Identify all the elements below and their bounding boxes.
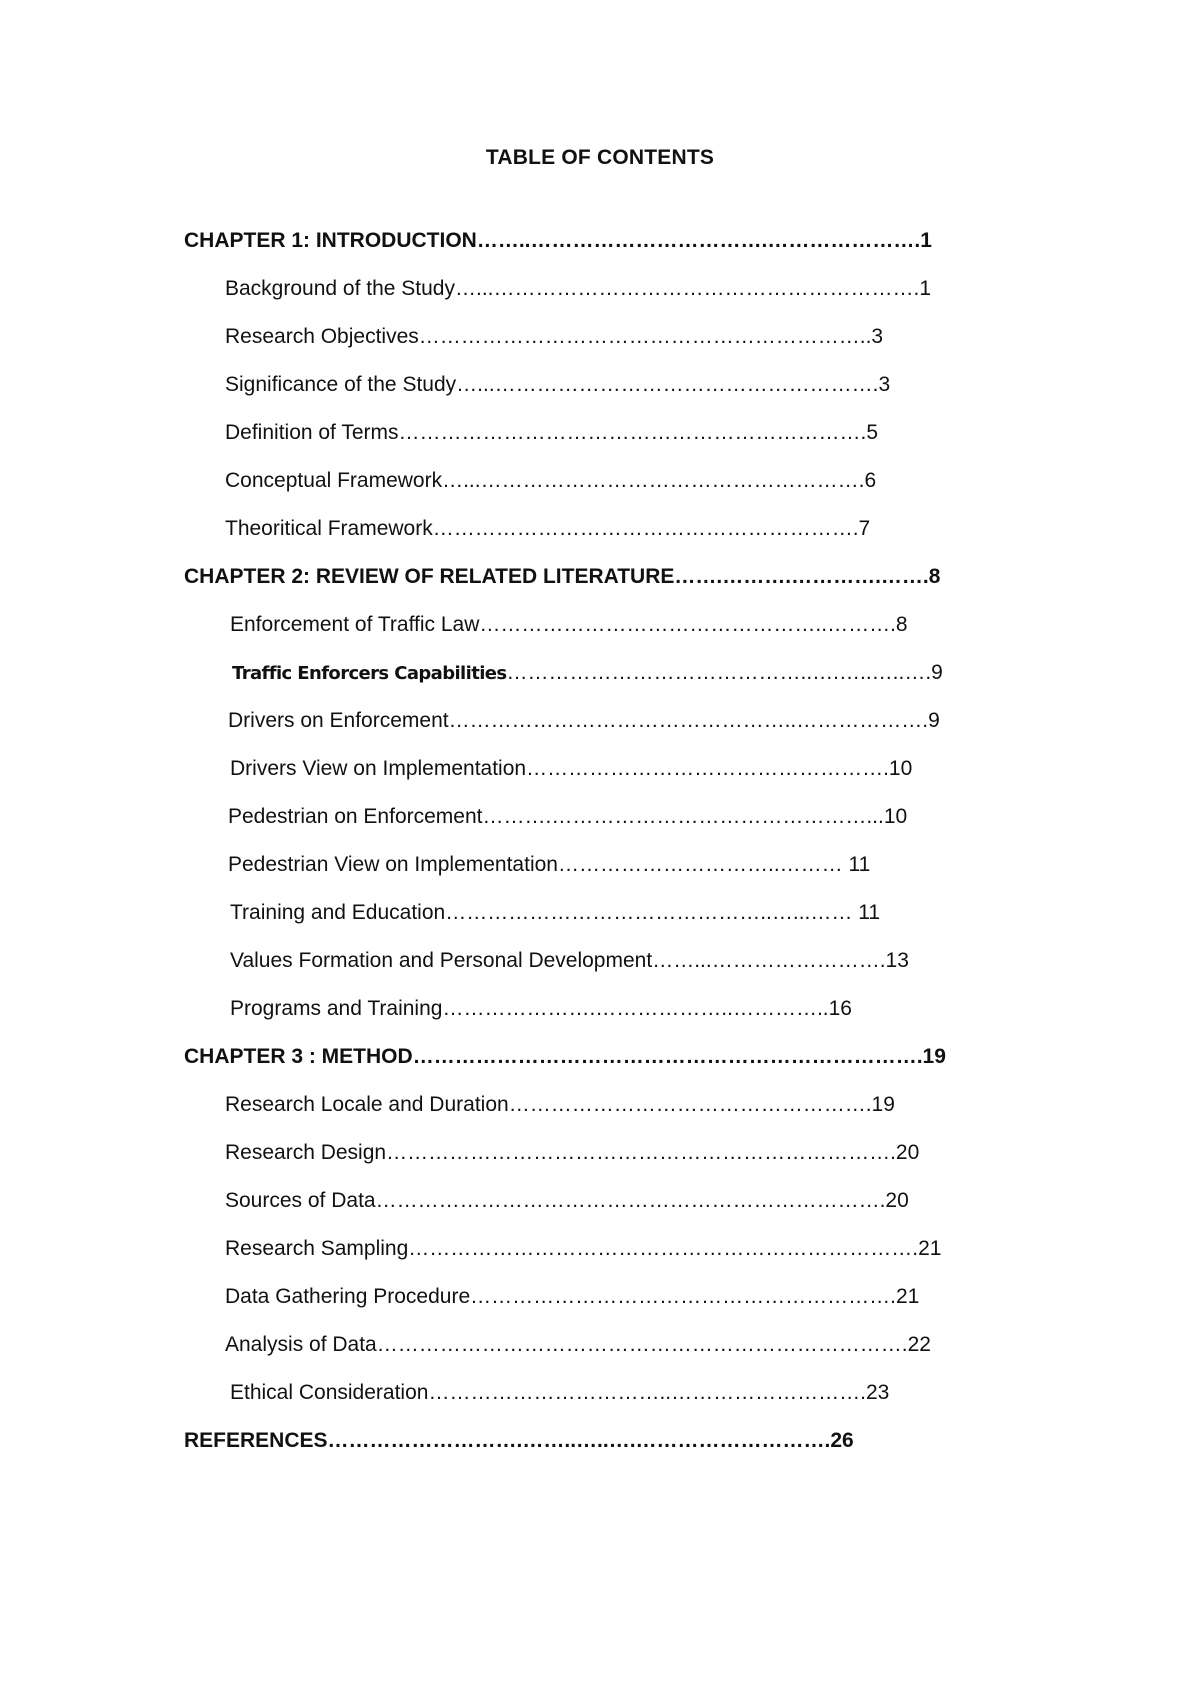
- toc-dot-leader: ……………………………………………………: [432, 517, 853, 540]
- toc-page-number: .21: [890, 1285, 920, 1308]
- toc-page-number: .20: [890, 1141, 920, 1164]
- toc-entry-label: Research Locale and Duration: [225, 1093, 509, 1116]
- toc-dot-leader: ………………….………………..………….: [442, 997, 823, 1020]
- toc-dot-leader: ……………………………..………………………: [428, 1381, 861, 1404]
- toc-page-number: .8: [890, 613, 908, 636]
- toc-page-number: .8: [922, 565, 941, 588]
- toc-chapter-1: [184, 228, 932, 254]
- toc-entry-label: Enforcement of Traffic Law: [230, 613, 480, 636]
- toc-references: [184, 1428, 854, 1454]
- toc-page-number: .23: [860, 1381, 890, 1404]
- toc-dot-leader: …...………………………………………………: [456, 373, 873, 396]
- toc-entry-research-locale: [225, 1092, 895, 1118]
- toc-entry-label: Definition of Terms: [225, 421, 399, 444]
- toc-chapter-2: [184, 564, 940, 590]
- toc-entry-analysis-of-data: [225, 1332, 931, 1358]
- toc-page-number: .5: [860, 421, 879, 444]
- toc-entry-label: Theoritical Framework: [225, 517, 433, 540]
- toc-dot-leader: …...……………………………………………………: [455, 277, 914, 300]
- toc-dot-leader: …………………………………………………………………: [376, 1333, 902, 1356]
- toc-entry-label: Drivers on Enforcement: [228, 709, 449, 732]
- toc-dot-leader: ……..…………………………….…………………: [476, 229, 915, 252]
- toc-dot-leader: ……………………………………………………: [470, 1285, 891, 1308]
- toc-page-number: .1: [913, 277, 932, 300]
- toc-page-number: .26: [824, 1429, 854, 1452]
- toc-page-number: .9: [922, 709, 940, 732]
- toc-entry-label: Programs and Training: [230, 997, 443, 1020]
- toc-dot-leader: ………………………………………………………………: [375, 1189, 880, 1212]
- toc-entry-traffic-enforcers: [232, 660, 943, 687]
- toc-dot-leader: ……………………………………………………….: [418, 325, 866, 348]
- toc-entry-label: Traffic Enforcers Capabilities: [232, 663, 507, 684]
- toc-entry-definition-of-terms: [225, 420, 878, 446]
- toc-page-number: .3: [865, 325, 884, 348]
- toc-entry-label: CHAPTER 3 : METHOD: [184, 1045, 413, 1068]
- toc-entry-training-education: [230, 900, 880, 926]
- toc-dot-leader: ……...……………………: [652, 949, 880, 972]
- toc-entry-label: Analysis of Data: [225, 1333, 377, 1356]
- toc-entry-label: Significance of the Study: [225, 373, 457, 396]
- toc-entry-label: Pedestrian on Enforcement: [228, 805, 483, 828]
- toc-entry-label: Drivers View on Implementation: [230, 757, 527, 780]
- toc-entry-ethical-consideration: [230, 1380, 889, 1406]
- toc-entry-research-sampling: [225, 1236, 941, 1262]
- toc-entry-label: Training and Education: [230, 901, 446, 924]
- toc-entry-research-design: [225, 1140, 919, 1166]
- toc-page-number: 11: [842, 853, 871, 876]
- toc-dot-leader: …………………………..………: [557, 853, 843, 876]
- toc-page-number: .7: [852, 517, 871, 540]
- toc-entry-programs-training: [230, 996, 852, 1022]
- toc-entry-enforcement-traffic-law: [230, 612, 908, 638]
- toc-dot-leader: ……………………….……..…..….………………………: [327, 1429, 825, 1452]
- toc-dot-leader: …...………………………………………………: [442, 469, 859, 492]
- toc-dot-leader: ………………………………………………………………: [386, 1141, 891, 1164]
- toc-page-number: .22: [901, 1333, 931, 1356]
- toc-entry-label: Research Objectives: [225, 325, 419, 348]
- toc-entry-label: CHAPTER 2: REVIEW OF RELATED LITERATURE: [184, 565, 675, 588]
- toc-entry-conceptual-framework: [225, 468, 876, 494]
- toc-entry-research-objectives: [225, 324, 883, 350]
- toc-dot-leader: ……….………………………………………..: [482, 805, 878, 828]
- toc-dot-leader: ………………………………………………………………: [408, 1237, 913, 1260]
- toc-entry-label: Data Gathering Procedure: [225, 1285, 471, 1308]
- toc-entry-pedestrian-enforcement: [228, 804, 907, 830]
- toc-page-number: .1: [914, 229, 932, 252]
- toc-entry-label: CHAPTER 1: INTRODUCTION: [184, 229, 477, 252]
- toc-dot-leader: …….……….………….……: [674, 565, 923, 588]
- toc-page-number: .20: [879, 1189, 909, 1212]
- toc-entry-label: Pedestrian View on Implementation: [228, 853, 558, 876]
- toc-page-number: .10: [878, 805, 908, 828]
- toc-dot-leader: ………………………………………..…...……: [445, 901, 853, 924]
- toc-dot-leader: …………………………………………………………: [398, 421, 861, 444]
- toc-entry-label: Research Design: [225, 1141, 387, 1164]
- toc-page-number: .3: [872, 373, 891, 396]
- toc-entry-values-formation: [230, 948, 909, 974]
- toc-chapter-3: [184, 1044, 946, 1070]
- toc-entry-label: Sources of Data: [225, 1189, 376, 1212]
- toc-entry-label: Conceptual Framework: [225, 469, 443, 492]
- toc-entry-drivers-enforcement: [228, 708, 940, 734]
- toc-page-number: 11: [852, 901, 881, 924]
- toc-entry-label: Ethical Consideration: [230, 1381, 429, 1404]
- page-title: TABLE OF CONTENTS: [485, 146, 715, 169]
- toc-page-number: .10: [883, 757, 913, 780]
- toc-entry-background: [225, 276, 931, 302]
- toc-page-number: .9: [925, 661, 943, 684]
- toc-entry-label: Background of the Study: [225, 277, 455, 300]
- toc-page-number: .16: [822, 997, 852, 1020]
- toc-dot-leader: …………………………………………..………………: [448, 709, 923, 732]
- toc-page-number: .13: [879, 949, 909, 972]
- toc-entry-sources-of-data: [225, 1188, 909, 1214]
- toc-dot-leader: ………………………………………………………………: [412, 1045, 917, 1068]
- toc-dot-leader: ……………………………………………: [526, 757, 884, 780]
- toc-entry-label: Research Sampling: [225, 1237, 409, 1260]
- toc-page-number: .19: [865, 1093, 895, 1116]
- toc-entry-drivers-view: [230, 756, 912, 782]
- toc-page-number: .21: [912, 1237, 942, 1260]
- toc-dot-leader: …………………………………………..………: [479, 613, 891, 636]
- toc-entry-label: REFERENCES: [184, 1429, 328, 1452]
- toc-dot-leader: ……………………………………..….…..…..…: [506, 661, 926, 684]
- toc-entry-significance: [225, 372, 890, 398]
- toc-entry-data-gathering: [225, 1284, 919, 1310]
- toc-page-number: .6: [858, 469, 877, 492]
- toc-page-number: .19: [916, 1045, 946, 1068]
- toc-entry-pedestrian-view: [228, 852, 870, 878]
- toc-entry-label: Values Formation and Personal Development: [230, 949, 653, 972]
- toc-entry-theoritical-framework: [225, 516, 870, 542]
- toc-dot-leader: ……………………………………………: [508, 1093, 866, 1116]
